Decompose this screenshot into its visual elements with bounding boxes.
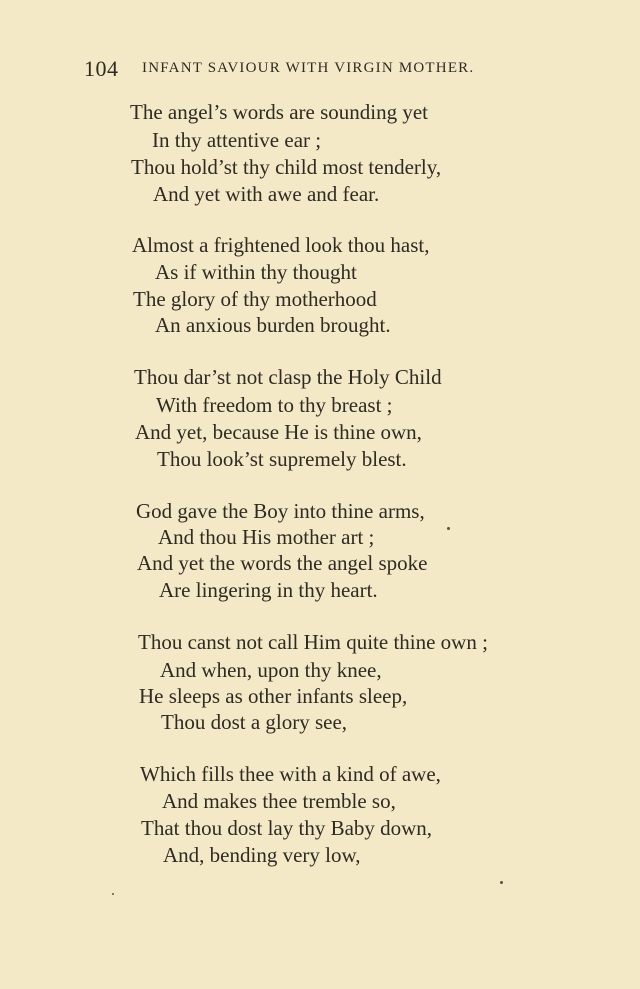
poem-line: An anxious burden brought. [155, 313, 391, 337]
poem-line: And when, upon thy knee, [160, 658, 382, 682]
poem-line: Thou canst not call Him quite thine own ; [138, 630, 488, 654]
poem-line: As if within thy thought [155, 260, 357, 284]
poem-line: And makes thee tremble so, [162, 789, 396, 813]
poem-line: Almost a frightened look thou hast, [132, 233, 430, 257]
poem-line: With freedom to thy breast ; [156, 393, 393, 417]
poem-line: God gave the Boy into thine arms, [136, 499, 425, 523]
running-head [84, 56, 544, 84]
poem-line: Which fills thee with a kind of awe, [140, 762, 441, 786]
poem-line: He sleeps as other infants sleep, [139, 684, 408, 708]
poem-line: Thou dar’st not clasp the Holy Child [134, 365, 442, 389]
poem-line: And, bending very low, [163, 843, 361, 867]
poem-line: Are lingering in thy heart. [159, 578, 378, 602]
poem-line: The angel’s words are sounding yet [130, 100, 429, 124]
page-number: 104 [84, 56, 119, 81]
poem-line: The glory of thy motherhood [133, 287, 377, 311]
ink-speck [447, 527, 450, 530]
poem-line: In thy attentive ear ; [152, 128, 322, 152]
running-title: INFANT SAVIOUR WITH VIRGIN MOTHER. [142, 60, 475, 76]
poem-line: And yet the words the angel spoke [137, 551, 428, 575]
ink-speck [500, 881, 503, 884]
poem-line: And yet, because He is thine own, [135, 420, 422, 444]
ink-speck [112, 893, 114, 895]
poem-line: That thou dost lay thy Baby down, [141, 816, 433, 840]
poem-line: Thou hold’st thy child most tenderly, [131, 155, 442, 179]
poem-line: And thou His mother art ; [158, 525, 375, 549]
poem-line: Thou look’st supremely blest. [157, 447, 407, 471]
poem-line: Thou dost a glory see, [161, 710, 348, 734]
poem-line: And yet with awe and fear. [153, 182, 380, 206]
